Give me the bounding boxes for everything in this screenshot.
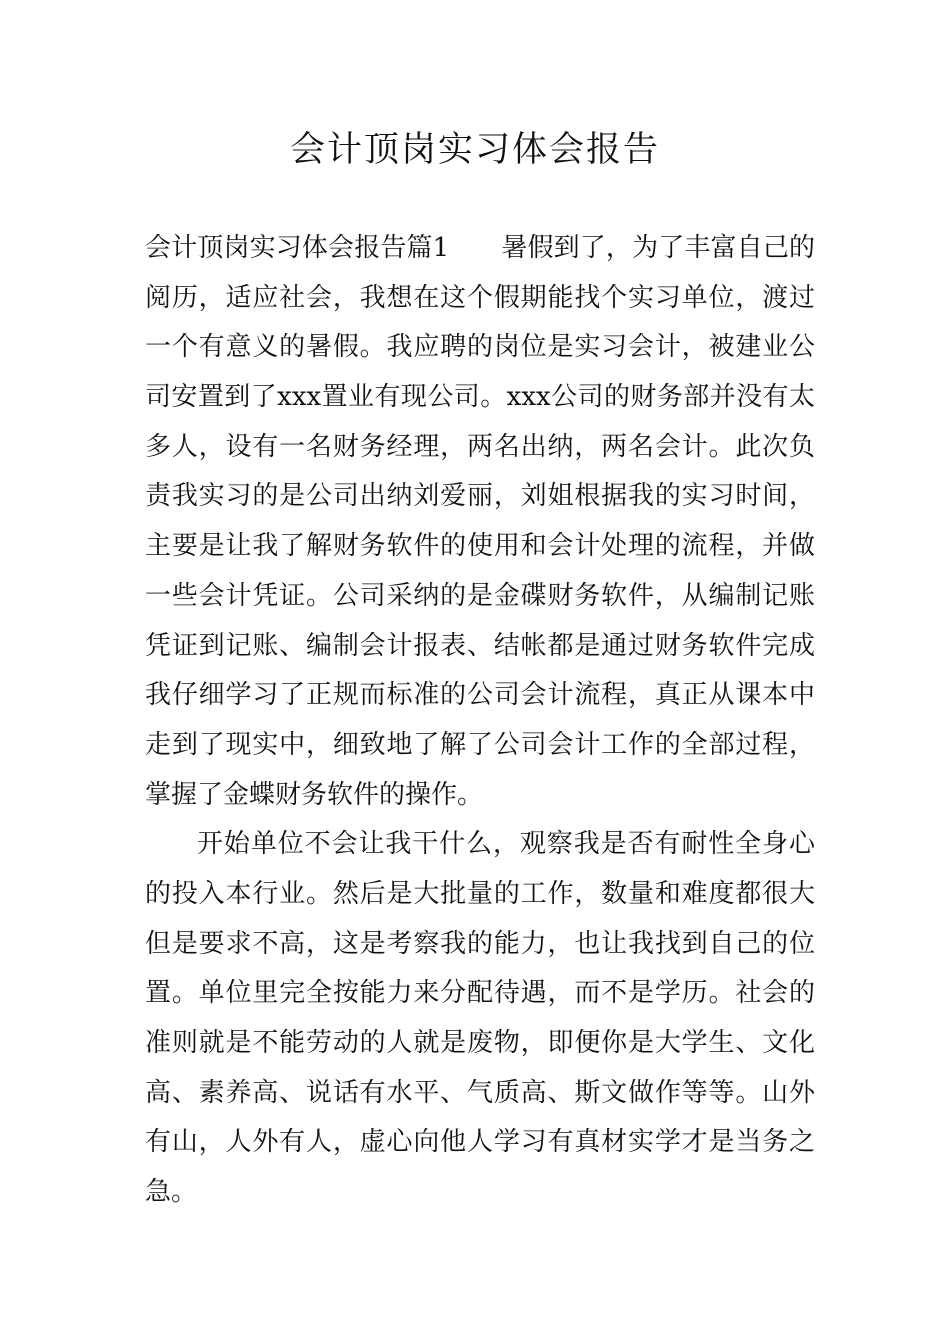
- paragraph-1-line-1: [145, 224, 815, 274]
- paragraph-2-line-8: 急。: [145, 1177, 198, 1208]
- paragraph-1-line-6: 责我实习的是公司出纳刘爱丽，刘姐根据我的实习时间，: [145, 481, 815, 512]
- paragraph-1-line-8: 一些会计凭证。公司采纳的是金碟财务软件，从编制记账: [145, 580, 815, 611]
- paragraph-1-line-10: 我仔细学习了正规而标准的公司会计流程，真正从课本中: [145, 680, 815, 711]
- paragraph-1-line-3: 一个有意义的暑假。我应聘的岗位是实习会计，被建业公: [145, 332, 815, 363]
- paragraph-1-line-2: 阅历，适应社会，我想在这个假期能找个实习单位，渡过: [145, 282, 815, 313]
- paragraph-1-line-4: 司安置到了xxx置业有现公司。xxx公司的财务部并没有太: [145, 382, 815, 413]
- paragraph-2-line-5: 准则就是不能劳动的人就是废物，即便你是大学生、文化: [145, 1028, 815, 1058]
- paragraph-2-line-4: 置。单位里完全按能力来分配待遇，而不是学历。社会的: [145, 978, 815, 1009]
- document-title: 会计顶岗实习体会报告: [289, 130, 660, 170]
- paragraph-1-line-12: 掌握了金蝶财务软件的操作。: [145, 779, 484, 810]
- paragraph-1-line-7: 主要是让我了解财务软件的使用和会计处理的流程，并做: [145, 531, 815, 562]
- paragraph-1-opening: 暑假到了，为了丰富自己的: [501, 233, 815, 263]
- paragraph-2-line-6: 高、素养高、说话有水平、气质高、斯文做作等等。山外: [145, 1077, 815, 1108]
- paragraph-2-line-1: 开始单位不会让我干什么，观察我是否有耐性全身心: [197, 829, 815, 860]
- paragraph-1-line-11: 走到了现实中，细致地了解了公司会计工作的全部过程，: [145, 729, 815, 760]
- section-heading: 会计顶岗实习体会报告篇1: [145, 233, 450, 263]
- paragraph-2-line-2: 的投入本行业。然后是大批量的工作，数量和难度都很大: [145, 878, 815, 909]
- paragraph-1-line-5: 多人，设有一名财务经理，两名出纳，两名会计。此次负: [145, 431, 815, 462]
- paragraph-2-line-7: 有山，人外有人，虚心向他人学习有真材实学才是当务之: [145, 1127, 815, 1158]
- document-body: [145, 224, 815, 1218]
- paragraph-2-line-3: 但是要求不高，这是考察我的能力，也让我找到自己的位: [145, 928, 815, 959]
- paragraph-1-line-9: 凭证到记账、编制会计报表、结帐都是通过财务软件完成: [145, 630, 815, 661]
